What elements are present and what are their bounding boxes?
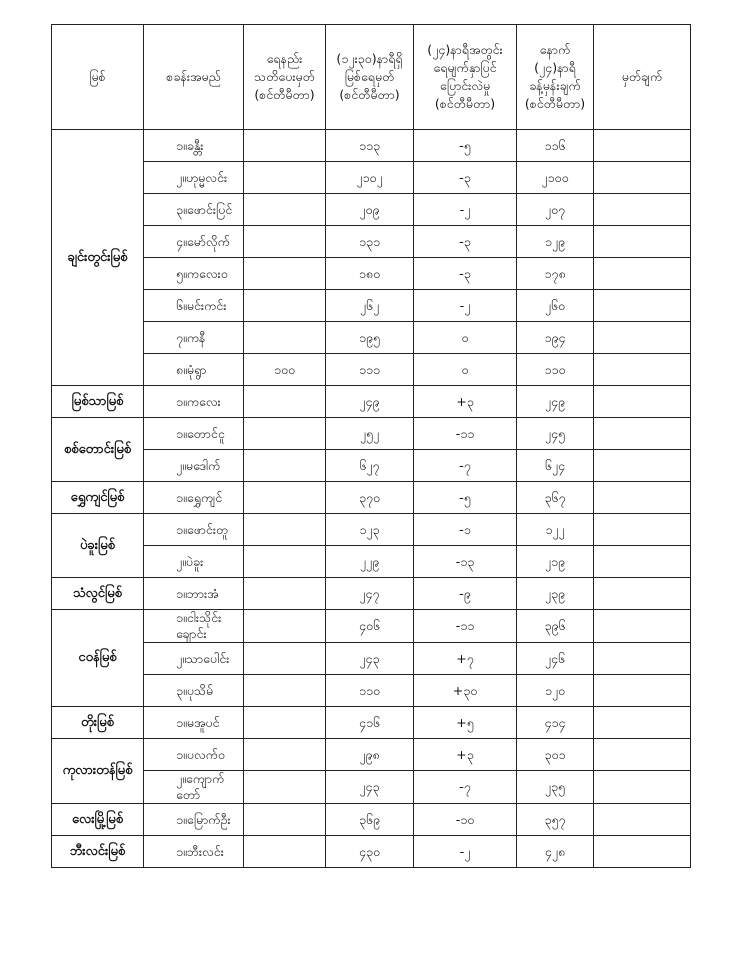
station-name: ၁။မြောက်ဦး <box>144 804 244 836</box>
remark-cell <box>594 322 691 354</box>
danger-level-cell <box>244 675 326 707</box>
remark-cell <box>594 354 691 386</box>
water-level-table <box>51 24 691 868</box>
station-name: ၆။မင်းကင်း <box>144 290 244 322</box>
station-name: ၅။ကလေးဝ <box>144 258 244 290</box>
change-cell: -၂ <box>414 290 517 322</box>
change-cell: -၅ <box>414 482 517 514</box>
change-cell: -၂ <box>414 194 517 226</box>
station-name: ၁။ငါးသိုင်းချောင်း <box>144 610 244 643</box>
table-row <box>52 707 691 739</box>
table-body <box>52 130 691 868</box>
station-name: ၁။ကလေး <box>144 386 244 418</box>
remark-cell <box>594 514 691 546</box>
header-danger-level: ရေနည်း သတိပေးမှတ် (စင်တီမီတာ) <box>244 25 326 130</box>
forecast-cell: ၁၁၆ <box>517 130 594 162</box>
remark-cell <box>594 258 691 290</box>
forecast-cell: ၂၁၀၀ <box>517 162 594 194</box>
change-cell: ၀ <box>414 322 517 354</box>
water-level-sheet <box>51 24 690 868</box>
change-cell: -၇ <box>414 771 517 804</box>
danger-level-cell <box>244 643 326 675</box>
table-row <box>52 610 691 643</box>
water-level-cell: ၄၀၆ <box>326 610 414 643</box>
change-cell: -၃ <box>414 226 517 258</box>
river-name: မြစ်သာမြစ် <box>52 386 144 418</box>
water-level-cell: ၂၉၈ <box>326 739 414 771</box>
change-cell: +၇ <box>414 643 517 675</box>
header-water-level: (၁၂း၃၀)နာရီရှိ မြစ်ရေမှတ် (စင်တီမီတာ) <box>326 25 414 130</box>
station-name: ၂။ဟုမ္မလင်း <box>144 162 244 194</box>
table-row <box>52 836 691 868</box>
water-level-cell: ၂၆၂ <box>326 290 414 322</box>
water-level-cell: ၄၁၆ <box>326 707 414 739</box>
water-level-cell: ၁၂၃ <box>326 514 414 546</box>
remark-cell <box>594 290 691 322</box>
station-name: ၁။ရွှေကျင် <box>144 482 244 514</box>
table-row <box>52 804 691 836</box>
table-row <box>52 290 691 322</box>
change-cell: +၃ <box>414 386 517 418</box>
table-row <box>52 675 691 707</box>
river-name: ပဲခူးမြစ် <box>52 514 144 578</box>
remark-cell <box>594 226 691 258</box>
remark-cell <box>594 771 691 804</box>
remark-cell <box>594 578 691 610</box>
header-row <box>52 25 691 130</box>
forecast-cell: ၂၃၅ <box>517 771 594 804</box>
change-cell: -၇ <box>414 450 517 482</box>
remark-cell <box>594 610 691 643</box>
header-24h-change: (၂၄)နာရီအတွင်း ရေမျက်နှာပြင် ပြောင်းလဲမှု (စင်တီမီတာ) <box>414 25 517 130</box>
water-level-cell: ၁၃၁ <box>326 226 414 258</box>
danger-level-cell <box>244 610 326 643</box>
water-level-cell: ၂၄၉ <box>326 386 414 418</box>
header-forecast: နောက် (၂၄)နာရီ ခန့်မှန်းချက် (စင်တီမီတာ) <box>517 25 594 130</box>
danger-level-cell <box>244 804 326 836</box>
change-cell: -၁၁ <box>414 610 517 643</box>
water-level-cell: ၁၁၀ <box>326 675 414 707</box>
table-row <box>52 226 691 258</box>
danger-level-cell <box>244 450 326 482</box>
forecast-cell: ၂၀၇ <box>517 194 594 226</box>
change-cell: +၅ <box>414 707 517 739</box>
water-level-cell: ၂၂၉ <box>326 546 414 578</box>
remark-cell <box>594 643 691 675</box>
forecast-cell: ၂၄၅ <box>517 418 594 450</box>
table-row <box>52 130 691 162</box>
table-row <box>52 418 691 450</box>
river-name: ချင်းတွင်းမြစ် <box>52 130 144 386</box>
forecast-cell: ၃၆၇ <box>517 482 594 514</box>
water-level-cell: ၂၄၃ <box>326 771 414 804</box>
table-row <box>52 514 691 546</box>
remark-cell <box>594 675 691 707</box>
forecast-cell: ၄၁၄ <box>517 707 594 739</box>
station-name: ၂။ပဲခူး <box>144 546 244 578</box>
station-name: ၁။ပလက်ဝ <box>144 739 244 771</box>
change-cell: ၀ <box>414 354 517 386</box>
forecast-cell: ၁၁၀ <box>517 354 594 386</box>
forecast-cell: ၁၇၈ <box>517 258 594 290</box>
table-row <box>52 258 691 290</box>
header-river: မြစ် <box>52 25 144 130</box>
water-level-cell: ၁၁၃ <box>326 130 414 162</box>
remark-cell <box>594 739 691 771</box>
forecast-cell: ၄၂၈ <box>517 836 594 868</box>
change-cell: -၃ <box>414 162 517 194</box>
station-name: ၂။ကျောက်တော် <box>144 771 244 804</box>
remark-cell <box>594 194 691 226</box>
forecast-cell: ၂၄၆ <box>517 643 594 675</box>
remark-cell <box>594 450 691 482</box>
water-level-cell: ၆၂၇ <box>326 450 414 482</box>
station-name: ၁။ခန္တီး <box>144 130 244 162</box>
danger-level-cell <box>244 739 326 771</box>
remark-cell <box>594 162 691 194</box>
station-name: ၁။မအူပင် <box>144 707 244 739</box>
danger-level-cell <box>244 836 326 868</box>
river-name: ကုလားတန်မြစ် <box>52 739 144 804</box>
remark-cell <box>594 482 691 514</box>
water-level-cell: ၂၄၃ <box>326 643 414 675</box>
table-row <box>52 771 691 804</box>
table-row <box>52 322 691 354</box>
change-cell: -၁၀ <box>414 804 517 836</box>
forecast-cell: ၁၂၂ <box>517 514 594 546</box>
remark-cell <box>594 836 691 868</box>
table-row <box>52 162 691 194</box>
forecast-cell: ၃၅၇ <box>517 804 594 836</box>
water-level-cell: ၄၃၀ <box>326 836 414 868</box>
table-row <box>52 578 691 610</box>
danger-level-cell <box>244 707 326 739</box>
water-level-cell: ၁၈၀ <box>326 258 414 290</box>
remark-cell <box>594 130 691 162</box>
station-name: ၂။မဒေါက် <box>144 450 244 482</box>
danger-level-cell <box>244 386 326 418</box>
danger-level-cell <box>244 162 326 194</box>
station-name: ၄။မော်လိုက် <box>144 226 244 258</box>
change-cell: -၅ <box>414 130 517 162</box>
river-name: ရွှေကျင်မြစ် <box>52 482 144 514</box>
forecast-cell: ၁၂၉ <box>517 226 594 258</box>
table-row <box>52 386 691 418</box>
forecast-cell: ၁၉၄ <box>517 322 594 354</box>
table-row <box>52 482 691 514</box>
header-station: စခန်းအမည် <box>144 25 244 130</box>
danger-level-cell <box>244 578 326 610</box>
forecast-cell: ၂၆၀ <box>517 290 594 322</box>
station-name: ၁။ဘားအံ <box>144 578 244 610</box>
water-level-cell: ၁၁၁ <box>326 354 414 386</box>
danger-level-cell <box>244 322 326 354</box>
change-cell: -၃ <box>414 258 517 290</box>
river-name: တိုးမြစ် <box>52 707 144 739</box>
danger-level-cell <box>244 482 326 514</box>
change-cell: +၃ <box>414 739 517 771</box>
remark-cell <box>594 804 691 836</box>
remark-cell <box>594 546 691 578</box>
change-cell: -၁၃ <box>414 546 517 578</box>
danger-level-cell <box>244 514 326 546</box>
table-row <box>52 354 691 386</box>
danger-level-cell <box>244 226 326 258</box>
water-level-cell: ၃၆၉ <box>326 804 414 836</box>
water-level-cell: ၁၉၅ <box>326 322 414 354</box>
station-name: ၈။မုံရွာ <box>144 354 244 386</box>
forecast-cell: ၂၃၉ <box>517 578 594 610</box>
danger-level-cell <box>244 194 326 226</box>
station-name: ၂။သာပေါင်း <box>144 643 244 675</box>
change-cell: -၁၁ <box>414 418 517 450</box>
water-level-cell: ၂၅၂ <box>326 418 414 450</box>
station-name: ၇။ကနီ <box>144 322 244 354</box>
table-row <box>52 450 691 482</box>
table-row <box>52 643 691 675</box>
forecast-cell: ၃၉၆ <box>517 610 594 643</box>
station-name: ၃။ဖောင်းပြင် <box>144 194 244 226</box>
danger-level-cell <box>244 418 326 450</box>
station-name: ၃။ပုသိမ် <box>144 675 244 707</box>
water-level-cell: ၃၇၀ <box>326 482 414 514</box>
forecast-cell: ၆၂၄ <box>517 450 594 482</box>
danger-level-cell <box>244 130 326 162</box>
danger-level-cell <box>244 258 326 290</box>
remark-cell <box>594 418 691 450</box>
change-cell: -၂ <box>414 836 517 868</box>
table-row <box>52 546 691 578</box>
water-level-cell: ၂၀၉ <box>326 194 414 226</box>
remark-cell <box>594 707 691 739</box>
table-row <box>52 194 691 226</box>
danger-level-cell <box>244 546 326 578</box>
remark-cell <box>594 386 691 418</box>
river-name: လေးမြို့မြစ် <box>52 804 144 836</box>
forecast-cell: ၂၁၉ <box>517 546 594 578</box>
river-name: သံလွင်မြစ် <box>52 578 144 610</box>
station-name: ၁။ဖောင်းတူ <box>144 514 244 546</box>
water-level-cell: ၂၁၀၂ <box>326 162 414 194</box>
danger-level-cell: ၁၀၀ <box>244 354 326 386</box>
forecast-cell: ၁၂၀ <box>517 675 594 707</box>
danger-level-cell <box>244 290 326 322</box>
river-name: စစ်တောင်းမြစ် <box>52 418 144 482</box>
change-cell: +၃၀ <box>414 675 517 707</box>
forecast-cell: ၃၀၁ <box>517 739 594 771</box>
river-name: ဘီးလင်းမြစ် <box>52 836 144 868</box>
change-cell: -၁ <box>414 514 517 546</box>
station-name: ၁။ဘီးလင်း <box>144 836 244 868</box>
river-name: ငဝန်မြစ် <box>52 610 144 707</box>
change-cell: -၉ <box>414 578 517 610</box>
danger-level-cell <box>244 771 326 804</box>
station-name: ၁။တောင်ငူ <box>144 418 244 450</box>
water-level-cell: ၂၄၇ <box>326 578 414 610</box>
forecast-cell: ၂၄၉ <box>517 386 594 418</box>
header-remark: မှတ်ချက် <box>594 25 691 130</box>
table-row <box>52 739 691 771</box>
